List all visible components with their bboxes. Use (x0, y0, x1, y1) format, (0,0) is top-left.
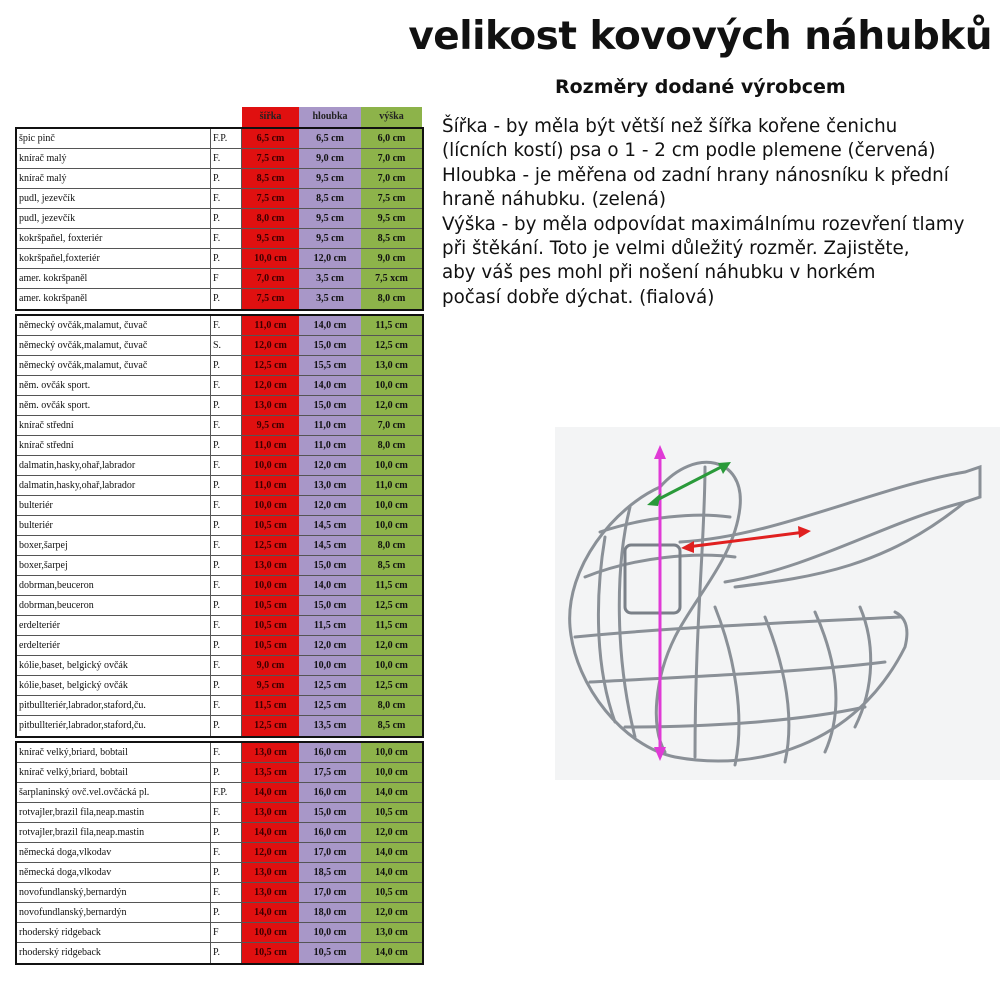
table-row (17, 783, 422, 803)
height-value: 7,5 cm (361, 189, 422, 208)
height-value: 10,0 cm (361, 496, 422, 515)
height-value: 12,0 cm (361, 636, 422, 655)
breed-name: šarplaninský ovč.vel.ovčácká pl. (17, 783, 211, 802)
description-line: Šířka - by měla být větší než šířka kořene čenichu (442, 116, 898, 137)
fit-type: S. (211, 336, 242, 355)
fit-type: P. (211, 516, 242, 535)
depth-value: 16,0 cm (299, 823, 361, 842)
width-value: 13,0 cm (242, 743, 299, 762)
depth-value: 15,0 cm (299, 596, 361, 615)
fit-type: F. (211, 616, 242, 635)
fit-type: P. (211, 863, 242, 882)
width-value: 9,5 cm (242, 676, 299, 695)
table-row (17, 516, 422, 536)
breed-name: rhoderský ridgeback (17, 923, 211, 942)
table-row (17, 843, 422, 863)
fit-type: F. (211, 576, 242, 595)
table-row (17, 656, 422, 676)
description-line: (lícních kostí) psa o 1 - 2 cm podle plemene (červená) (442, 140, 936, 162)
breed-name: knírač velký,briard, bobtail (17, 743, 211, 762)
height-value: 8,0 cm (361, 536, 422, 555)
width-value: 11,0 cm (242, 476, 299, 495)
depth-value: 17,5 cm (299, 763, 361, 782)
depth-value: 16,0 cm (299, 783, 361, 802)
breed-name: německý ovčák,malamut, čuvač (17, 336, 211, 355)
width-value: 14,0 cm (242, 823, 299, 842)
fit-type: P. (211, 396, 242, 415)
depth-value: 6,5 cm (299, 129, 361, 148)
description-line: Výška - by měla odpovídat maximálnímu rozevření tlamy (442, 213, 965, 235)
depth-value: 15,0 cm (299, 803, 361, 822)
breed-name: dalmatin,hasky,ohař,labrador (17, 476, 211, 495)
breed-name: erdelteriér (17, 616, 211, 635)
width-value: 14,0 cm (242, 783, 299, 802)
depth-value: 14,5 cm (299, 536, 361, 555)
width-value: 13,0 cm (242, 556, 299, 575)
table-row (17, 436, 422, 456)
depth-value: 12,0 cm (299, 636, 361, 655)
breed-name: amer. kokršpaněl (17, 289, 211, 309)
table-row (17, 396, 422, 416)
depth-value: 10,5 cm (299, 943, 361, 963)
breed-name: boxer,šarpej (17, 536, 211, 555)
breed-name: rotvajler,brazil fila,neap.mastin (17, 803, 211, 822)
breed-name: bulteriér (17, 496, 211, 515)
fit-type: F. (211, 376, 242, 395)
fit-type: F. (211, 656, 242, 675)
table-row (17, 376, 422, 396)
fit-type: F. (211, 456, 242, 475)
breed-name: novofundlanský,bernardýn (17, 903, 211, 922)
width-value: 11,0 cm (242, 316, 299, 335)
fit-type: F. (211, 803, 242, 822)
breed-name: německý ovčák,malamut, čuvač (17, 316, 211, 335)
height-value: 11,5 cm (361, 316, 422, 335)
width-value: 9,0 cm (242, 656, 299, 675)
table-row (17, 676, 422, 696)
page-title: velikost kovových náhubků (408, 14, 992, 59)
width-value: 10,0 cm (242, 576, 299, 595)
fit-type: F. (211, 496, 242, 515)
height-value: 10,5 cm (361, 803, 422, 822)
breed-name: dalmatin,hasky,ohař,labrador (17, 456, 211, 475)
depth-value: 15,0 cm (299, 556, 361, 575)
depth-value: 14,5 cm (299, 516, 361, 535)
depth-value: 11,0 cm (299, 436, 361, 455)
table-row (17, 743, 422, 763)
table-row (17, 496, 422, 516)
height-value: 8,0 cm (361, 289, 422, 309)
muzzle-illustration (555, 427, 1000, 780)
height-value: 10,0 cm (361, 743, 422, 762)
height-value: 12,5 cm (361, 676, 422, 695)
breed-name: pudl, jezevčík (17, 189, 211, 208)
depth-value: 9,5 cm (299, 229, 361, 248)
fit-type: P. (211, 436, 242, 455)
height-value: 14,0 cm (361, 943, 422, 963)
height-value: 8,5 cm (361, 229, 422, 248)
table-row (17, 696, 422, 716)
fit-type: P. (211, 476, 242, 495)
breed-name: kokršpaňel, foxteriér (17, 229, 211, 248)
table-row (17, 229, 422, 249)
width-value: 12,0 cm (242, 336, 299, 355)
fit-type: P. (211, 676, 242, 695)
breed-name: bulteriér (17, 516, 211, 535)
height-value: 8,0 cm (361, 696, 422, 715)
fit-type: F. (211, 189, 242, 208)
table-row (17, 943, 422, 963)
table-row (17, 316, 422, 336)
breed-name: kokršpaňel,foxteriér (17, 249, 211, 268)
fit-type: P. (211, 356, 242, 375)
width-value: 12,5 cm (242, 536, 299, 555)
fit-type: F. (211, 536, 242, 555)
height-value: 10,0 cm (361, 376, 422, 395)
table-row (17, 803, 422, 823)
height-value: 7,0 cm (361, 169, 422, 188)
height-value: 12,0 cm (361, 396, 422, 415)
breed-name: amer. kokršpaněl (17, 269, 211, 288)
breed-name: špic pinč (17, 129, 211, 148)
width-value: 8,0 cm (242, 209, 299, 228)
width-value: 12,0 cm (242, 843, 299, 862)
table-row (17, 863, 422, 883)
depth-value: 10,0 cm (299, 656, 361, 675)
height-value: 7,0 cm (361, 416, 422, 435)
height-value: 8,0 cm (361, 436, 422, 455)
table-row (17, 883, 422, 903)
table-row (17, 923, 422, 943)
fit-type: P. (211, 716, 242, 736)
description-line: při štěkání. Toto je velmi důležitý rozměr. Zajistěte, (442, 238, 910, 260)
fit-type: P. (211, 763, 242, 782)
depth-value: 12,0 cm (299, 496, 361, 515)
table-row (17, 763, 422, 783)
breed-name: pudl, jezevčík (17, 209, 211, 228)
table-row (17, 249, 422, 269)
breed-name: knírač střední (17, 436, 211, 455)
breed-name: dobrman,beuceron (17, 576, 211, 595)
height-value: 9,0 cm (361, 249, 422, 268)
depth-value: 9,5 cm (299, 169, 361, 188)
description (442, 115, 998, 310)
breed-name: něm. ovčák sport. (17, 376, 211, 395)
table-row (17, 616, 422, 636)
breed-name: dobrman,beuceron (17, 596, 211, 615)
table-row (17, 636, 422, 656)
fit-type: F.P. (211, 783, 242, 802)
height-value: 12,5 cm (361, 596, 422, 615)
depth-value: 11,0 cm (299, 416, 361, 435)
table-row (17, 149, 422, 169)
height-value: 14,0 cm (361, 863, 422, 882)
width-value: 13,0 cm (242, 883, 299, 902)
fit-type: P. (211, 249, 242, 268)
breed-name: něm. ovčák sport. (17, 396, 211, 415)
breed-name: novofundlanský,bernardýn (17, 883, 211, 902)
breed-name: kólie,baset, belgický ovčák (17, 676, 211, 695)
width-value: 10,5 cm (242, 943, 299, 963)
depth-value: 9,5 cm (299, 209, 361, 228)
width-value: 12,5 cm (242, 356, 299, 375)
depth-value: 9,0 cm (299, 149, 361, 168)
height-value: 11,5 cm (361, 576, 422, 595)
fit-type: P. (211, 289, 242, 309)
fit-type: P. (211, 636, 242, 655)
width-value: 14,0 cm (242, 903, 299, 922)
width-value: 10,5 cm (242, 636, 299, 655)
fit-type: P. (211, 209, 242, 228)
height-value: 14,0 cm (361, 843, 422, 862)
fit-type: F. (211, 416, 242, 435)
width-value: 10,5 cm (242, 596, 299, 615)
width-value: 7,0 cm (242, 269, 299, 288)
height-value: 10,0 cm (361, 656, 422, 675)
fit-type: F (211, 269, 242, 288)
width-value: 12,5 cm (242, 716, 299, 736)
depth-value: 10,0 cm (299, 923, 361, 942)
depth-value: 15,0 cm (299, 396, 361, 415)
table-row (17, 169, 422, 189)
width-value: 12,0 cm (242, 376, 299, 395)
breed-name: knírač malý (17, 169, 211, 188)
table-header (15, 107, 424, 127)
table-row (17, 336, 422, 356)
breed-name: erdelteriér (17, 636, 211, 655)
height-value: 12,5 cm (361, 336, 422, 355)
depth-value: 3,5 cm (299, 289, 361, 309)
depth-value: 13,0 cm (299, 476, 361, 495)
depth-value: 12,5 cm (299, 696, 361, 715)
depth-value: 11,5 cm (299, 616, 361, 635)
width-value: 11,0 cm (242, 436, 299, 455)
depth-value: 16,0 cm (299, 743, 361, 762)
height-value: 12,0 cm (361, 823, 422, 842)
table-row (17, 716, 422, 736)
height-value: 8,5 cm (361, 556, 422, 575)
depth-value: 17,0 cm (299, 883, 361, 902)
height-value: 6,0 cm (361, 129, 422, 148)
breed-name: knírač střední (17, 416, 211, 435)
height-value: 7,0 cm (361, 149, 422, 168)
width-value: 7,5 cm (242, 189, 299, 208)
width-value: 10,5 cm (242, 516, 299, 535)
breed-name: německá doga,vlkodav (17, 843, 211, 862)
fit-type: P. (211, 903, 242, 922)
fit-type: F. (211, 316, 242, 335)
breed-name: knírač malý (17, 149, 211, 168)
height-value: 11,5 cm (361, 616, 422, 635)
height-value: 10,0 cm (361, 516, 422, 535)
description-line: aby váš pes mohl při nošení náhubku v horkém (442, 262, 876, 284)
depth-value: 8,5 cm (299, 189, 361, 208)
breed-name: rhoderský ridgeback (17, 943, 211, 963)
fit-type: F. (211, 229, 242, 248)
table-group (15, 741, 424, 965)
description-line: počasí dobře dýchat. (fialová) (442, 286, 715, 308)
width-value: 10,5 cm (242, 616, 299, 635)
width-value: 13,0 cm (242, 803, 299, 822)
width-value: 13,0 cm (242, 396, 299, 415)
table-row (17, 209, 422, 229)
table-row (17, 189, 422, 209)
table-group (15, 314, 424, 738)
breed-name: pitbullteriér,labrador,staford,ču. (17, 696, 211, 715)
table-row (17, 903, 422, 923)
depth-value: 14,0 cm (299, 576, 361, 595)
breed-name: rotvajler,brazil fila,neap.mastin (17, 823, 211, 842)
width-value: 11,5 cm (242, 696, 299, 715)
height-value: 9,5 cm (361, 209, 422, 228)
header-height: výška (361, 107, 422, 127)
depth-value: 12,0 cm (299, 456, 361, 475)
height-value: 13,0 cm (361, 356, 422, 375)
fit-type: F. (211, 843, 242, 862)
depth-value: 3,5 cm (299, 269, 361, 288)
height-value: 10,0 cm (361, 456, 422, 475)
table-row (17, 536, 422, 556)
fit-type: F. (211, 743, 242, 762)
table-row (17, 129, 422, 149)
depth-value: 14,0 cm (299, 316, 361, 335)
width-value: 10,0 cm (242, 456, 299, 475)
width-value: 9,5 cm (242, 416, 299, 435)
width-value: 8,5 cm (242, 169, 299, 188)
breed-name: knírač velký,briard, bobtail (17, 763, 211, 782)
fit-type: P. (211, 556, 242, 575)
height-value: 10,5 cm (361, 883, 422, 902)
table-row (17, 596, 422, 616)
depth-value: 13,5 cm (299, 716, 361, 736)
table-row (17, 356, 422, 376)
depth-value: 14,0 cm (299, 376, 361, 395)
width-value: 13,0 cm (242, 863, 299, 882)
depth-value: 18,0 cm (299, 903, 361, 922)
fit-type: F. (211, 696, 242, 715)
size-table (15, 107, 424, 965)
description-line: hraně náhubku. (zelená) (442, 189, 666, 211)
table-row (17, 289, 422, 309)
depth-value: 15,0 cm (299, 336, 361, 355)
height-value: 7,5 xcm (361, 269, 422, 288)
table-row (17, 456, 422, 476)
table-row (17, 416, 422, 436)
width-value: 10,0 cm (242, 496, 299, 515)
breed-name: boxer,šarpej (17, 556, 211, 575)
height-value: 11,0 cm (361, 476, 422, 495)
page-subtitle: Rozměry dodané výrobcem (555, 76, 846, 98)
fit-type: P. (211, 596, 242, 615)
depth-value: 15,5 cm (299, 356, 361, 375)
breed-name: kólie,baset, belgický ovčák (17, 656, 211, 675)
width-value: 10,0 cm (242, 249, 299, 268)
height-value: 12,0 cm (361, 903, 422, 922)
width-value: 7,5 cm (242, 149, 299, 168)
fit-type: F.P. (211, 129, 242, 148)
table-row (17, 269, 422, 289)
table-row (17, 476, 422, 496)
header-depth: hloubka (299, 107, 361, 127)
depth-value: 12,5 cm (299, 676, 361, 695)
height-value: 14,0 cm (361, 783, 422, 802)
fit-type: P. (211, 169, 242, 188)
width-value: 13,5 cm (242, 763, 299, 782)
table-row (17, 823, 422, 843)
table-row (17, 556, 422, 576)
width-value: 9,5 cm (242, 229, 299, 248)
width-value: 7,5 cm (242, 289, 299, 309)
width-value: 6,5 cm (242, 129, 299, 148)
height-value: 8,5 cm (361, 716, 422, 736)
breed-name: německá doga,vlkodav (17, 863, 211, 882)
table-row (17, 576, 422, 596)
depth-value: 12,0 cm (299, 249, 361, 268)
fit-type: P. (211, 943, 242, 963)
fit-type: P. (211, 823, 242, 842)
width-value: 10,0 cm (242, 923, 299, 942)
muzzle-photo (555, 427, 1000, 780)
description-line: Hloubka - je měřena od zadní hrany nánosníku k přední (442, 164, 949, 186)
depth-value: 17,0 cm (299, 843, 361, 862)
table-body (15, 127, 424, 965)
depth-value: 18,5 cm (299, 863, 361, 882)
fit-type: F. (211, 883, 242, 902)
fit-type: F (211, 923, 242, 942)
table-group (15, 127, 424, 311)
height-value: 10,0 cm (361, 763, 422, 782)
breed-name: německý ovčák,malamut, čuvač (17, 356, 211, 375)
height-value: 13,0 cm (361, 923, 422, 942)
header-width: šířka (242, 107, 299, 127)
fit-type: F. (211, 149, 242, 168)
breed-name: pitbullteriér,labrador,staford,ču. (17, 716, 211, 736)
